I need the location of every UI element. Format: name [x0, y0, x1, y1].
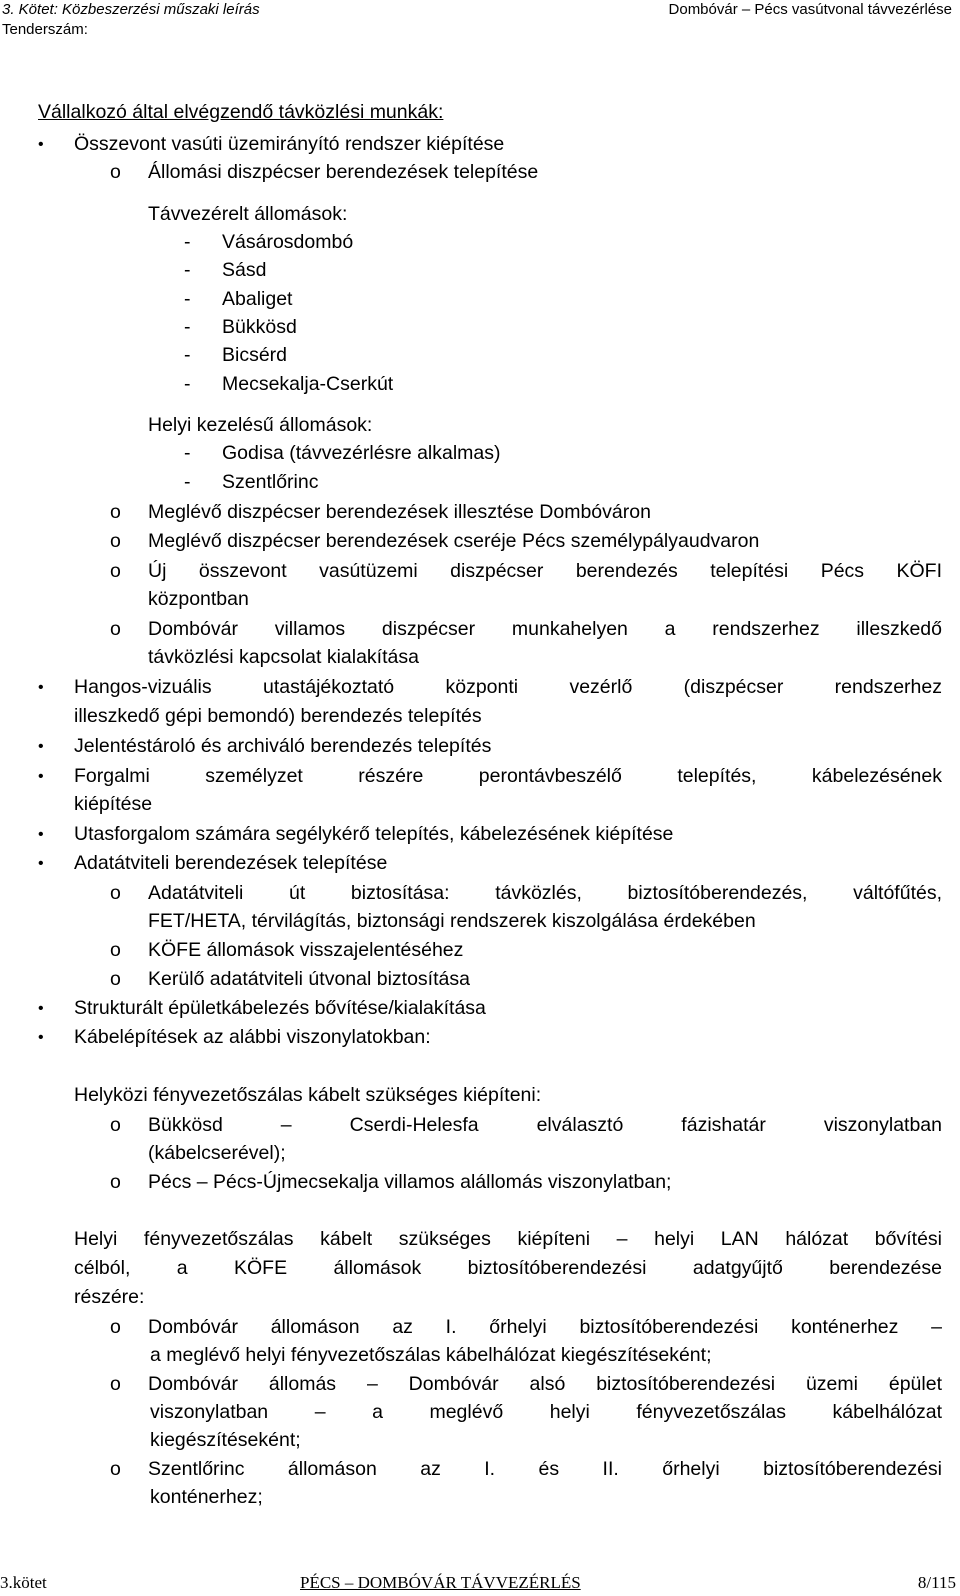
footer-volume: 3.kötet — [0, 1573, 47, 1592]
station-item: Szentlőrinc — [222, 471, 319, 493]
bullet-icon: • — [38, 826, 44, 843]
list-item-continuation: a meglévő helyi fényvezetőszálas kábelhálózat kiegészítéseként; — [150, 1344, 712, 1366]
bullet-icon: • — [38, 1000, 44, 1017]
list-item: Dombóvár állomáson az I. őrhelyi biztosítóberendezési konténerhez – — [148, 1316, 942, 1338]
sub-bullet-icon: o — [110, 560, 121, 582]
sub-bullet-icon: o — [110, 1171, 121, 1193]
list-item-continuation: FET/HETA, térvilágítás, biztonsági rendszerek kiszolgálása érdekében — [148, 910, 756, 932]
list-item: Bükkösd – Cserdi-Helesfa elválasztó fázishatár viszonylatban — [148, 1114, 942, 1136]
header-document-title: 3. Kötet: Közbeszerzési műszaki leírás — [2, 1, 260, 18]
list-item: Dombóvár állomás – Dombóvár alsó biztosítóberendezési üzemi épület — [148, 1373, 942, 1395]
list-item: Kábelépítések az alábbi viszonylatokban: — [74, 1026, 431, 1048]
list-item-continuation: illeszkedő gépi bemondó) berendezés telepítés — [74, 705, 482, 727]
list-item-continuation: kiegészítéseként; — [150, 1429, 301, 1451]
list-item-continuation: kiépítése — [74, 793, 153, 815]
paragraph-line: részére: — [74, 1286, 145, 1308]
sub-bullet-icon: o — [110, 1458, 121, 1480]
list-item: Adatátviteli berendezések telepítése — [74, 852, 388, 874]
dash-icon: - — [184, 231, 191, 253]
sub-bullet-icon: o — [110, 161, 121, 183]
list-item-continuation: (kábelcserével); — [148, 1142, 286, 1164]
sub-bullet-icon: o — [110, 1114, 121, 1136]
dash-icon: - — [184, 316, 191, 338]
station-item: Godisa (távvezérlésre alkalmas) — [222, 442, 501, 464]
dash-icon: - — [184, 471, 191, 493]
list-item: Adatátviteli út biztosítása: távközlés, biztosítóberendezés, váltófűtés, — [148, 882, 942, 904]
sub-bullet-icon: o — [110, 882, 121, 904]
header-tender-number: Tenderszám: — [2, 21, 88, 38]
list-item: Utasforgalom számára segélykérő telepítés, kábelezésének kiépítése — [74, 823, 674, 845]
bullet-icon: • — [38, 768, 44, 785]
list-item: Új összevont vasútüzemi diszpécser berendezés telepítési Pécs KÖFI — [148, 560, 942, 582]
list-item: Pécs – Pécs-Újmecsekalja villamos alállomás viszonylatban; — [148, 1171, 672, 1193]
section-heading: Vállalkozó által elvégzendő távközlési munkák: — [38, 101, 444, 123]
list-item-continuation: távközlési kapcsolat kialakítása — [148, 646, 419, 668]
subheading: Helyi kezelésű állomások: — [148, 414, 373, 436]
list-item: Meglévő diszpécser berendezések illesztése Dombóváron — [148, 501, 651, 523]
sub-bullet-icon: o — [110, 939, 121, 961]
paragraph-line: Helyi fényvezetőszálas kábelt szükséges kiépíteni – helyi LAN hálózat bővítési — [74, 1228, 942, 1250]
list-item: Állomási diszpécser berendezések telepítése — [148, 161, 539, 183]
station-item: Mecsekalja-Cserkút — [222, 373, 394, 395]
list-item: Összevont vasúti üzemirányító rendszer kiépítése — [74, 133, 505, 155]
list-item: Kerülő adatátviteli útvonal biztosítása — [148, 968, 470, 990]
list-item-continuation: konténerhez; — [150, 1486, 263, 1508]
bullet-icon: • — [38, 1029, 44, 1046]
sub-bullet-icon: o — [110, 530, 121, 552]
dash-icon: - — [184, 344, 191, 366]
header-project-title: Dombóvár – Pécs vasútvonal távvezérlése — [668, 1, 952, 18]
station-item: Bicsérd — [222, 344, 288, 366]
dash-icon: - — [184, 288, 191, 310]
list-item: KÖFE állomások visszajelentéséhez — [148, 939, 464, 961]
paragraph-line: célból, a KÖFE állomások biztosítóberendezési adatgyűjtő berendezése — [74, 1257, 942, 1279]
footer-page-number: 8/115 — [917, 1573, 956, 1592]
list-item: Strukturált épületkábelezés bővítése/kialakítása — [74, 997, 486, 1019]
list-item-continuation: központban — [148, 588, 249, 610]
list-item: Meglévő diszpécser berendezések cseréje Pécs személypályaudvaron — [148, 530, 760, 552]
sub-bullet-icon: o — [110, 1373, 121, 1395]
station-item: Abaliget — [222, 288, 293, 310]
sub-bullet-icon: o — [110, 501, 121, 523]
list-item: Szentlőrinc állomáson az I. és II. őrhelyi biztosítóberendezési — [148, 1458, 942, 1480]
dash-icon: - — [184, 259, 191, 281]
dash-icon: - — [184, 373, 191, 395]
sub-bullet-icon: o — [110, 1316, 121, 1338]
list-item: Forgalmi személyzet részére perontávbeszélő telepítés, kábelezésének — [74, 765, 942, 787]
station-item: Sásd — [222, 259, 267, 281]
sub-bullet-icon: o — [110, 968, 121, 990]
list-item: Hangos-vizuális utastájékoztató központi vezérlő (diszpécser rendszerhez — [74, 676, 942, 698]
sub-bullet-icon: o — [110, 618, 121, 640]
station-item: Vásárosdombó — [222, 231, 354, 253]
station-item: Bükkösd — [222, 316, 297, 338]
bullet-icon: • — [38, 136, 44, 153]
list-item: Dombóvár villamos diszpécser munkahelyen a rendszerhez illeszkedő — [148, 618, 942, 640]
list-item: Jelentéstároló és archiváló berendezés telepítés — [74, 735, 492, 757]
subheading: Távvezérelt állomások: — [148, 203, 348, 225]
list-item-continuation: viszonylatban – a meglévő helyi fényvezetőszálas kábelhálózat — [150, 1401, 942, 1423]
bullet-icon: • — [38, 855, 44, 872]
footer-title: PÉCS – DOMBÓVÁR TÁVVEZÉRLÉS — [300, 1573, 581, 1592]
paragraph-heading: Helyközi fényvezetőszálas kábelt szükséges kiépíteni: — [74, 1084, 542, 1106]
bullet-icon: • — [38, 738, 44, 755]
dash-icon: - — [184, 442, 191, 464]
bullet-icon: • — [38, 679, 44, 696]
